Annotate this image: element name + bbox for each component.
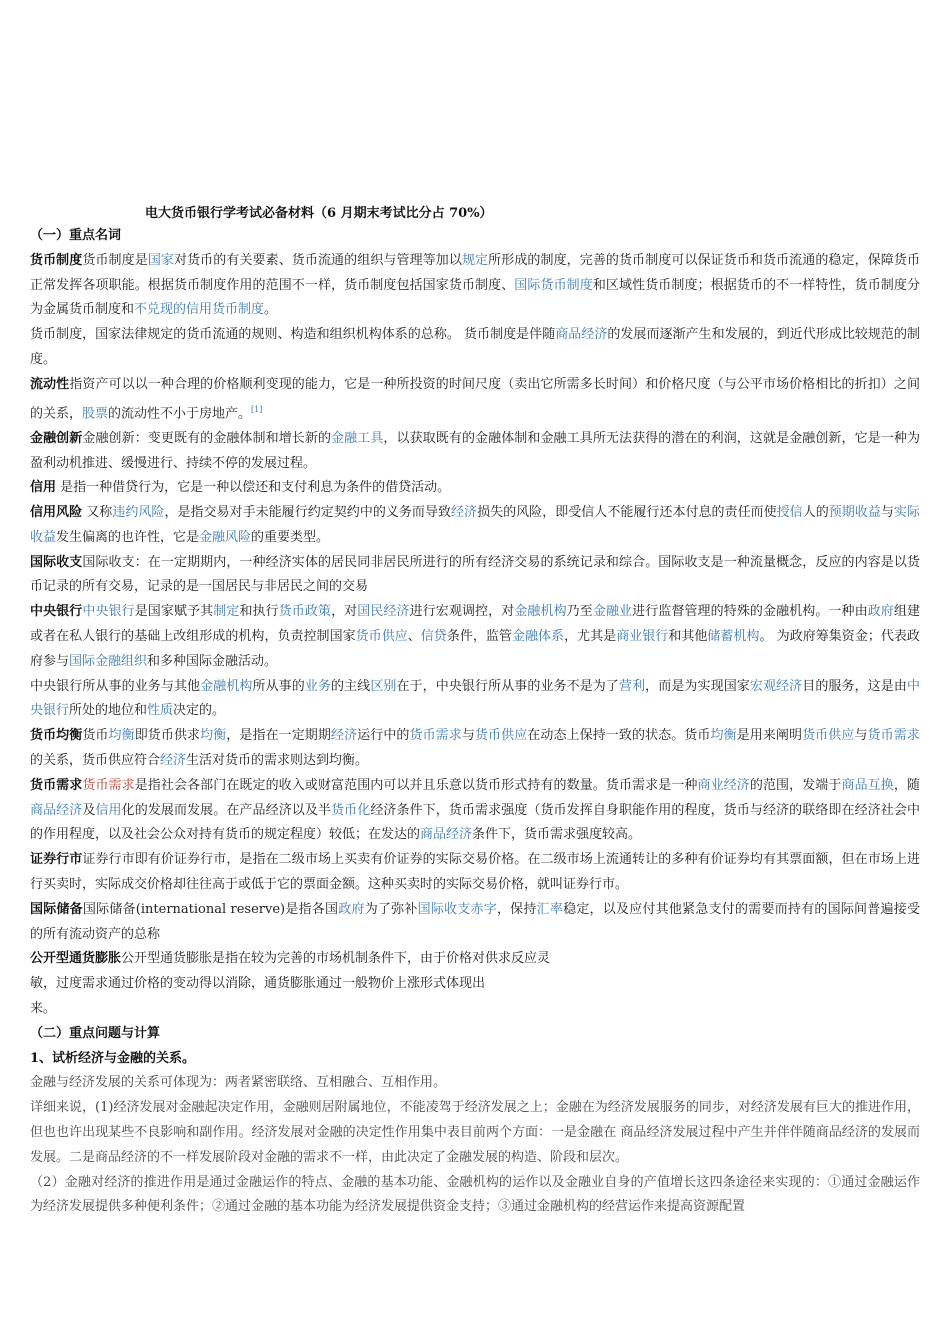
text: 的重要类型。 — [251, 529, 330, 545]
paragraph-credit — [30, 476, 920, 501]
paragraph-currency-system-2 — [30, 323, 920, 373]
link[interactable]: 汇率 — [536, 901, 564, 917]
text: ，保持 — [496, 901, 537, 917]
link[interactable]: 商品互换 — [841, 777, 894, 793]
text: 货币制度是 — [82, 252, 148, 268]
text: 公开型通货膨胀是指在较为完善的市场机制条件下，由于价格对供求反应灵 — [121, 951, 551, 967]
link[interactable]: 均衡 — [108, 728, 135, 744]
link[interactable]: 商品经济 — [30, 802, 83, 818]
text: 指资产可以以一种合理的价格顺利变现的能力，它是一种所投资的时间尺度（卖出它所需多长时间）和价格尺度（与公平市场价格相比的折扣）之间的关系， — [30, 376, 920, 421]
link[interactable]: 性质 — [147, 703, 174, 719]
text: 所从事的 — [252, 678, 305, 694]
text: 与 — [854, 728, 868, 744]
link[interactable]: 区别 — [370, 678, 397, 694]
paragraph-credit-risk — [30, 501, 920, 551]
link[interactable]: 金融体系 — [511, 629, 565, 645]
text: ，以获取既有的金融体制和金融工具所无法获得的潜在的利润，这就是金融创新，它是一种为盈利动机推进、缓慢进行、持续不停的发展过程。 — [30, 430, 920, 471]
text: 。 为政府筹集资金；代表政府参与 — [30, 629, 920, 669]
text: 敏，过度需求通过价格的变动得以消除，通货膨胀通过一般物价上涨形式体现出 — [30, 976, 486, 992]
answer-paragraph: （2）金融对经济的推进作用是通过金融运作的特点、金融的基本功能、金融机构的运作以及金融业自身的产值增长这四条途径来实现的：①通过金融运作为经济发展提供多种便利条件；②通过金融的基本功能为经济发展提供资金支持；③通过金融机构的经营运作来提高资源配置 — [30, 1174, 920, 1215]
text: 对货币的有关要素、货币流通的组织与管理等加以 — [174, 252, 462, 268]
text: 中央银行所从事的业务与其他 — [30, 678, 201, 694]
link[interactable]: 实际收益 — [30, 505, 920, 545]
term-label: 货币制度 — [30, 252, 83, 268]
text: 化的发展而发展。在产品经济以及半 — [121, 802, 332, 818]
paragraph-currency-system — [30, 249, 920, 323]
text: 又称 — [82, 505, 113, 521]
text: 是国家赋予其 — [134, 604, 214, 620]
text: 及 — [82, 802, 96, 818]
text: 在于，中央银行所从事的业务不是为了 — [396, 678, 619, 694]
text: ，尤其是 — [564, 629, 617, 645]
link[interactable]: 金融工具 — [331, 430, 384, 446]
answer-paragraph: 金融与经济发展的关系可体现为：两者紧密联络、互相融合、互相作用。 — [30, 1075, 447, 1091]
text: ，是指在一定期期 — [226, 728, 331, 744]
text: 所处的地位和 — [69, 703, 148, 719]
answer-paragraph: 详细来说，(1)经济发展对金融起决定作用，金融则居附属地位，不能凌驾于经济发展之上；金融在为经济发展服务的同步，对经济发展有巨大的推进作用，但也也许出现某些不良影响和副作用。经济发展对金融的决定性作用集中表目前两个方面：一是金融在 商品经济发展过程中产生并伴伴随商品经济的发展而发展。二是商品经济的不一样发展阶段对金融的需求不一样，由此决定了金融发展的构造、阶段和层次。 — [30, 1100, 920, 1165]
link[interactable]: 股票 — [82, 405, 109, 421]
link[interactable]: 货币化 — [331, 802, 371, 818]
text: ，而是为实现国家 — [645, 678, 750, 694]
link[interactable]: 信贷 — [420, 629, 447, 645]
paragraph-international-reserve — [30, 898, 920, 948]
text: 进行宏观调控，对 — [409, 604, 515, 620]
link[interactable]: 商品经济 — [555, 327, 608, 343]
footnote-marker[interactable]: [1] — [251, 404, 263, 414]
text: 和区域性货币制度；根据货币的不一样特性，货币制度分为金属货币制度和 — [30, 277, 920, 318]
link[interactable]: 均衡 — [710, 728, 737, 744]
paragraph-open-inflation — [30, 947, 920, 1021]
text: 是指一种借贷行为，它是一种以偿还和支付利息为条件的借贷活动。 — [56, 480, 451, 496]
link[interactable]: 货币供应 — [802, 728, 855, 744]
text: 和其他 — [668, 629, 708, 645]
paragraph-central-bank — [30, 600, 920, 674]
text: 条件下，货币需求强度较高。 — [472, 827, 642, 843]
text: 稳定，以及应付其他紧急支付的需要而持有的国际间普遍接受的所有流动资产的总称 — [30, 901, 920, 942]
text: 的主线 — [331, 678, 371, 694]
text: 运行中的 — [357, 728, 410, 744]
link[interactable]: 国际收支赤字 — [417, 901, 497, 917]
text: 金融创新：变更既有的金融体制和增长新的 — [82, 430, 332, 446]
text: 在动态上保持一致的状态。货币 — [527, 728, 711, 744]
paragraph-central-bank-2 — [30, 675, 920, 725]
text: 来。 — [30, 1001, 57, 1017]
link[interactable]: 政府 — [338, 901, 365, 917]
text: 发生偏离的也许性，它是 — [56, 529, 200, 545]
text: 为了弥补 — [364, 901, 418, 917]
link[interactable]: 经济 — [330, 728, 358, 744]
link[interactable]: 中央银行 — [30, 678, 920, 719]
link[interactable]: 金融机构 — [200, 678, 253, 694]
text: 进行监督管理的特殊的金融机构。一种由 — [632, 604, 868, 620]
link[interactable]: 货币政策 — [278, 604, 332, 620]
section-heading-questions: （二）重点问题与计算 — [30, 1025, 161, 1041]
term-label: 金融创新 — [30, 430, 83, 446]
text: 是用来阐明 — [736, 728, 803, 744]
term-label: 信用 — [30, 480, 57, 496]
link[interactable]: 宏观经济 — [749, 678, 803, 694]
link[interactable]: 经济 — [160, 753, 187, 769]
text: 和多种国际金融活动。 — [147, 653, 278, 669]
text: 所形成的制度，完善的货币制度可以保证货币和货币流通的稳定，保障货币正常发挥各项职能。根据货币制度作用的范围不一样，货币制度包括国家货币制度、 — [30, 252, 920, 293]
text: 组建或者在私人银行的基础上改组形成的机构，负责控制国家 — [30, 604, 920, 645]
link[interactable]: 业务 — [304, 678, 332, 694]
link[interactable]: 违约风险 — [112, 505, 165, 521]
question-heading: 1、试析经济与金融的关系。 — [30, 1050, 196, 1066]
text: 与 — [461, 728, 475, 744]
document-body — [30, 224, 920, 1220]
link[interactable]: 商业经济 — [697, 777, 750, 793]
text: 货币制度，国家法律规定的货币流通的规则、构造和组织机构体系的总称。 货币制度是伴随 — [30, 327, 556, 343]
text: 货币 — [82, 728, 109, 744]
link[interactable]: 国家 — [147, 252, 174, 268]
link[interactable]: 制定 — [213, 604, 240, 620]
term-label: 国际收支 — [30, 554, 83, 570]
paragraph-balance-of-payments — [30, 551, 920, 601]
text: 的发展而逐渐产生和发展的，到近代形成比较规范的制度。 — [30, 327, 920, 367]
link[interactable]: 政府 — [867, 604, 894, 620]
text: 的关系，货币供应符合 — [30, 753, 161, 769]
term-label: 信用风险 — [30, 505, 83, 521]
text: 的流动性不小于房地产。 — [108, 405, 252, 421]
paragraph-liquidity — [30, 373, 920, 427]
text: 乃至 — [566, 604, 593, 620]
text: 证券行市即有价证券行市，是指在二级市场上买卖有价证券的实际交易价格。在二级市场上流通转让的多种有价证券均有其票面额，但在市场上进行买卖时，实际成交价格却往往高于或低于它的票面金额。这种买卖时的实际交易价格，就叫证券行市。 — [30, 852, 920, 893]
link[interactable]: 授信 — [776, 505, 803, 521]
link[interactable]: 货币需求 — [409, 728, 462, 744]
text: 的范围，发端于 — [749, 777, 842, 793]
page-title: 电大货币银行学考试必备材料（6 月期末考试比分占 70%） — [145, 206, 493, 221]
text: 损失的风险，即受信人不能履行还本付息的责任而使 — [477, 505, 777, 521]
link[interactable]: 国际金融组织 — [69, 653, 148, 669]
link[interactable]: 规定 — [461, 252, 489, 268]
text: 生活对货币的需求则达到均衡。 — [186, 753, 369, 769]
link[interactable]: 金融业 — [592, 604, 633, 620]
link[interactable]: 预期收益 — [828, 505, 881, 521]
paragraph-securities-market-price — [30, 848, 920, 898]
section-heading-terms: （一）重点名词 — [30, 228, 122, 243]
link[interactable]: 货币供应 — [355, 629, 408, 645]
link[interactable]: 商业银行 — [616, 629, 669, 645]
link[interactable]: 均衡 — [200, 728, 227, 744]
term-label: 公开型通货膨胀 — [30, 951, 122, 967]
term-label: 货币均衡 — [30, 728, 83, 744]
link[interactable]: 商品经济 — [420, 827, 473, 843]
term-label: 货币需求 — [30, 777, 83, 793]
text: 条件，监管 — [446, 629, 512, 645]
text: 是指社会各部门在既定的收入或财富范围内可以并且乐意以货币形式持有的数量。货币需求是一种 — [134, 777, 698, 793]
link[interactable]: 金融机构 — [514, 604, 567, 620]
paragraph-monetary-equilibrium — [30, 724, 920, 774]
link[interactable]: 不兑现的信用货币制度 — [134, 302, 265, 318]
text: 目的服务，这是由 — [802, 678, 907, 694]
text: ，对 — [331, 604, 358, 620]
link[interactable]: 金融风险 — [199, 529, 252, 545]
link[interactable]: 中央银行 — [82, 604, 135, 620]
paragraph-money-demand — [30, 774, 920, 848]
text: 人的 — [802, 505, 829, 521]
text: 决定的。 — [173, 703, 226, 719]
text: 国际收支：在一定期期内，一种经济实体的居民同非居民所进行的所有经济交易的系统记录和综合。国际收支是一种流量概念，反应的内容是以货币记录的所有交易，记录的是一国居民与非居民之间的交易 — [30, 554, 920, 595]
text: ，随 — [893, 777, 920, 793]
term-label: 证券行市 — [30, 852, 83, 868]
link[interactable]: 信用 — [95, 802, 122, 818]
text: 国际储备(international reserve)是指各国 — [82, 901, 339, 917]
link[interactable]: 经济 — [451, 505, 478, 521]
paragraph-financial-innovation — [30, 427, 920, 477]
text: 经济条件下，货币需求强度（货币发挥自身职能作用的程度，货币与经济的联络即在经济社会中的作用程度，以及社会公众对持有货币的规定程度）较低；在发达的 — [30, 802, 920, 843]
text: ，是指交易对手未能履行约定契约中的义务而导致 — [164, 505, 451, 521]
link[interactable]: 储蓄机构 — [707, 629, 760, 645]
text: 、 — [407, 629, 421, 645]
text: 与 — [880, 505, 894, 521]
text: 和执行 — [239, 604, 279, 620]
link[interactable]: 国际货币制度 — [514, 277, 593, 293]
link-red[interactable]: 货币需求 — [82, 777, 135, 793]
link[interactable]: 货币需求 — [867, 728, 920, 744]
term-label: 中央银行 — [30, 604, 83, 620]
link[interactable]: 营利 — [618, 678, 646, 694]
term-label: 国际储备 — [30, 901, 83, 917]
text: 。 — [264, 302, 278, 318]
term-label: 流动性 — [30, 376, 70, 392]
text: 即货币供求 — [134, 728, 201, 744]
link[interactable]: 国民经济 — [357, 604, 410, 620]
link[interactable]: 货币供应 — [474, 728, 528, 744]
